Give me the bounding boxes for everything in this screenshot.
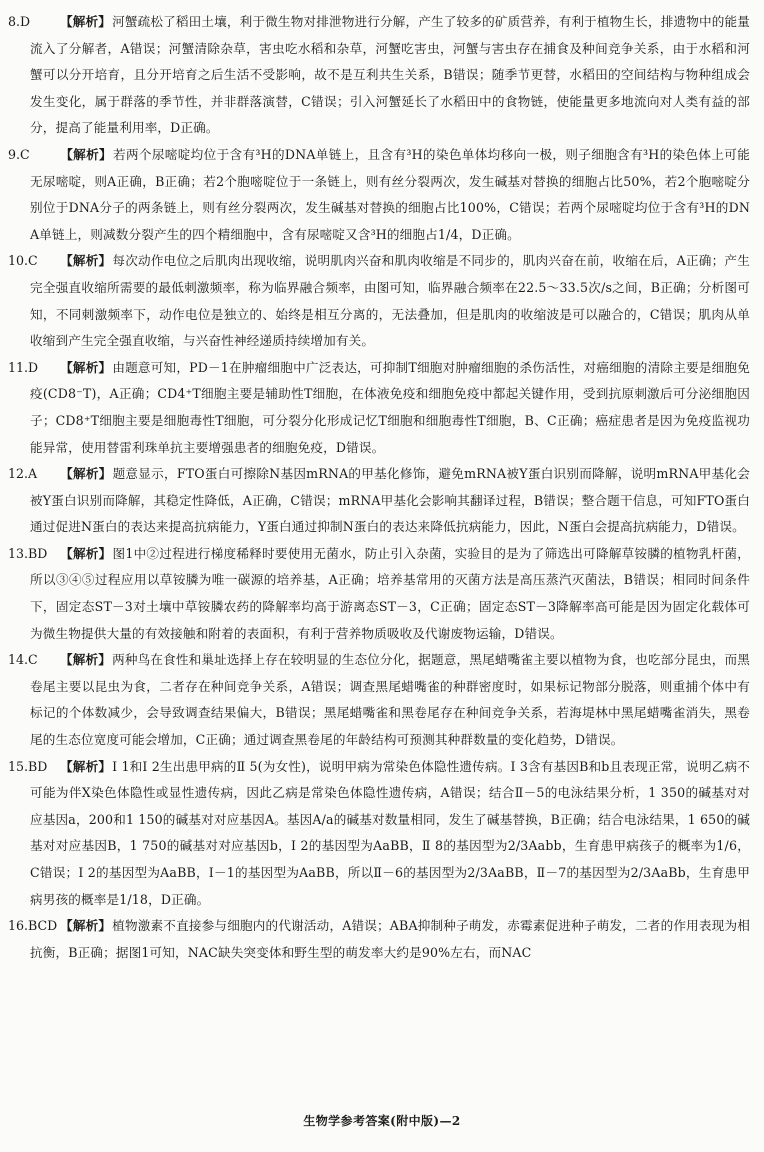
answer-letter: D <box>28 359 39 375</box>
analysis-tag: 【解析】 <box>60 918 112 934</box>
question-number: 16. <box>8 918 29 934</box>
analysis-tag: 【解析】 <box>60 466 112 482</box>
analysis-tag: 【解析】 <box>60 545 112 561</box>
analysis-text: 每次动作电位之后肌肉出现收缩，说明肌肉兴奋和肌肉收缩是不同步的，肌肉兴奋在前，收缩在后，A正确；产生完全强直收缩所需要的最低刺激频率，称为临界融合频率，由图可知，临界融合频率在22.5～33.5次/s之间，B正确；分析图可知，不同刺激频率下，动作电位是独立的、始终是相互分离的，无法叠加，但是肌肉的收缩波是可以融合的，C错误；肌肉从单收缩到产生完全强直收缩，与兴奋性神经递质持续增加有关。 <box>30 253 750 349</box>
answer-item-15 <box>10 754 750 914</box>
analysis-tag: 【解析】 <box>60 14 112 29</box>
answer-letter: C <box>28 652 38 668</box>
analysis-text: 若两个尿嘧啶均位于含有³H的DNA单链上，且含有³H的染色单体均移向一极，则子细胞含有³H的染色体上可能无尿嘧啶，则A正确，B正确；若2个胞嘧啶位于一条链上，则有丝分裂两次，发生碱基对替换的细胞占比50%，若2个胞嘧啶分别位于DNA分子的两条链上，则有丝分裂两次，发生碱基对替换的细胞占比100%，C错误；若两个尿嘧啶均位于含有³H的DNA单链上，则减数分裂产生的四个精细胞中，含有尿嘧啶又含³H的细胞占1/4，D正确。 <box>30 146 750 242</box>
analysis-text: Ⅰ 1和Ⅰ 2生出患甲病的Ⅱ 5(为女性)，说明甲病为常染色体隐性遗传病。Ⅰ 3含有基因B和b且表现正常，说明乙病不可能为伴X染色体隐性或显性遗传病，因此乙病是常染色体隐性遗传病，A错误；结合Ⅱ－5的电泳结果分析，1 350的碱基对对应基因a，200和1 150的碱基对对应基因A。基因A/a的碱基对数量相同，发生了碱基替换，B正确；结合电泳结果，1 650的碱基对对应基因B，1 750的碱基对对应基因b，Ⅰ 2的基因型为AaBB，Ⅱ 8的基因型为2/3Aabb，生育患甲病孩子的概率为1/6，C错误；Ⅰ 2的基因型为AaBB，Ⅰ－1的基因型为AaBB，所以Ⅱ－6的基因型为2/3AaBB，Ⅱ－7的基因型为2/3AaBb，生育患甲病男孩的概率是1/18，D正确。 <box>30 758 751 907</box>
analysis-tag: 【解析】 <box>60 146 112 162</box>
analysis-tag: 【解析】 <box>60 652 112 668</box>
page-footer: 生物学参考答案(附中版)—2 <box>303 1114 461 1128</box>
question-number: 13. <box>8 545 29 561</box>
analysis-text: 河蟹疏松了稻田土壤，利于微生物对排泄物进行分解，产生了较多的矿质营养，有利于植物生长，排遗物中的能量流入了分解者，A错误；河蟹清除杂草，害虫吃水稻和杂草，河蟹吃害虫，河蟹与害虫存在捕食及种间竞争关系，由于水稻和河蟹可以分开培育，且分开培育之后生活不受影响，故不是互利共生关系，B错误；随季节更替，水稻田的空间结构与物种组成会发生变化，属于群落的季节性，并非群落演替，C错误；引入河蟹延长了水稻田中的食物链，使能量更多地流向对人类有益的部分，提高了能量利用率，D正确。 <box>30 14 751 136</box>
question-number: 10. <box>8 253 29 269</box>
analysis-text: 题意显示，FTO蛋白可擦除N基因mRNA的甲基化修饰，避免mRNA被Y蛋白识别而降解，说明mRNA甲基化会被Y蛋白识别而降解，其稳定性降低，A正确，C错误；mRNA甲基化会影响其翻译过程，B错误；整合题干信息，可知FTO蛋白通过促进N蛋白的表达来提高抗病能力，Y蛋白通过抑制N蛋白的表达来降低抗病能力，因此，N蛋白会提高抗病能力，D错误。 <box>30 466 750 535</box>
answer-letter: BCD <box>28 918 58 934</box>
answer-letter: C <box>28 253 38 269</box>
answer-item-10 <box>10 248 750 354</box>
question-number: 14. <box>8 652 29 668</box>
answer-letter: C <box>20 146 30 162</box>
analysis-tag: 【解析】 <box>60 758 112 774</box>
answer-item-11 <box>10 355 750 461</box>
answer-letter: D <box>20 14 31 29</box>
question-number: 12. <box>8 466 29 482</box>
analysis-text: 图1中②过程进行梯度稀释时要使用无菌水，防止引入杂菌，实验目的是为了筛选出可降解草铵膦的植物乳杆菌，所以③④⑤过程应用以草铵膦为唯一碳源的培养基，A正确；培养基常用的灭菌方法是高压蒸汽灭菌法，B错误；相同时间条件下，固定态ST－3对土壤中草铵膦农药的降解率均高于游离态ST－3，C正确；固定态ST－3降解率高可能是因为固定化载体可为微生物提供大量的有效接触和附着的表面积，有利于营养物质吸收及代谢废物运输，D错误。 <box>30 545 750 641</box>
analysis-text: 植物激素不直接参与细胞内的代谢活动，A错误；ABA抑制种子萌发，赤霉素促进种子萌发，二者的作用表现为相抗衡，B正确；据图1可知，NAC缺失突变体和野生型的萌发率大约是90%左右，而NAC <box>30 918 750 960</box>
answer-letter: A <box>28 466 38 482</box>
answer-letter: BD <box>28 758 48 774</box>
analysis-text: 由题意可知，PD－1在肿瘤细胞中广泛表达，可抑制T细胞对肿瘤细胞的杀伤活性，对癌细胞的清除主要是细胞免疫(CD8⁻T)，A正确；CD4⁺T细胞主要是辅助性T细胞，在体液免疫和细胞免疫中都起关键作用，受到抗原刺激后可分泌细胞因子；CD8⁺T细胞主要是细胞毒性T细胞，可分裂分化形成记忆T细胞和细胞毒性T细胞，B、C正确；癌症患者是因为免疫监视功能异常，使用替雷利珠单抗主要增强患者的细胞免疫，D错误。 <box>30 359 750 455</box>
answer-item-16 <box>10 913 750 966</box>
analysis-tag: 【解析】 <box>60 359 112 375</box>
analysis-tag: 【解析】 <box>60 253 112 269</box>
question-number: 11. <box>8 359 29 375</box>
answer-item-14 <box>10 647 750 753</box>
question-number: 8. <box>8 14 21 29</box>
answer-item-12 <box>10 461 750 541</box>
answer-item-13 <box>10 541 750 647</box>
answer-item-8 <box>10 9 750 142</box>
analysis-text: 两种鸟在食性和巢址选择上存在较明显的生态位分化，据题意，黑尾蜡嘴雀主要以植物为食，也吃部分昆虫，而黑卷尾主要以昆虫为食，二者存在种间竞争关系，A错误；调查黑尾蜡嘴雀的种群密度时，如果标记物部分脱落，则重捕个体中有标记的个体数减少，会导致调查结果偏大，B错误；黑尾蜡嘴雀和黑卷尾存在种间竞争关系，若海堤林中黑尾蜡嘴雀消失，黑卷尾的生态位宽度可能会增加，C正确；通过调查黑卷尾的年龄结构可预测其种群数量的变化趋势，D错误。 <box>30 652 751 748</box>
question-number: 15. <box>8 758 29 774</box>
answer-item-9 <box>10 142 750 248</box>
answer-letter: BD <box>28 545 48 561</box>
question-number: 9. <box>8 146 21 162</box>
